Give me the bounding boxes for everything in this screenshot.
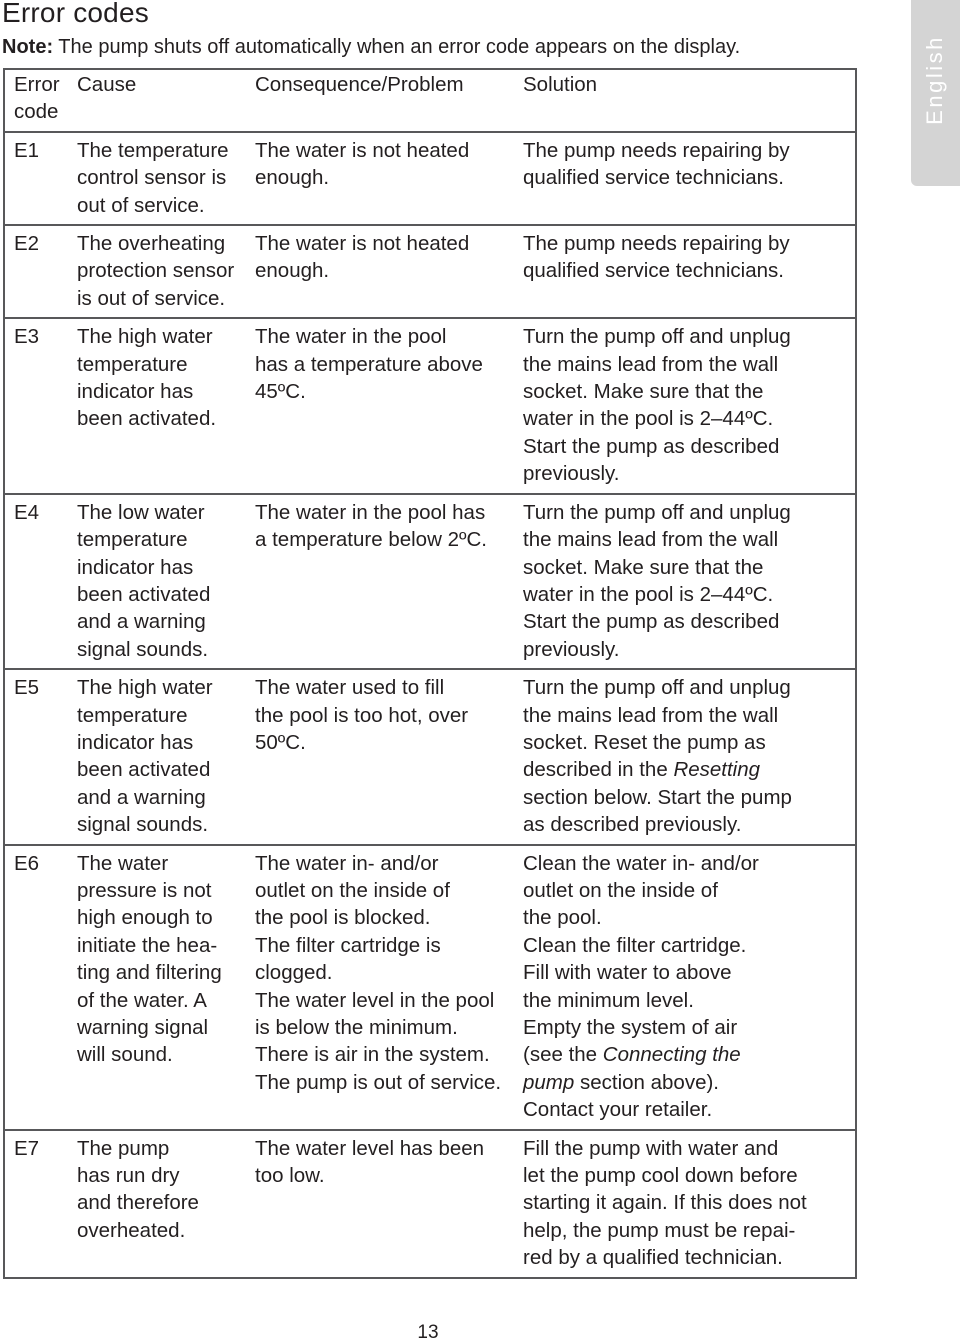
- consequence: The water is not heated enough.: [255, 138, 470, 190]
- consequence: The water in the pool has a temperature above 45ºC.: [255, 325, 483, 404]
- error-code: E3: [14, 325, 40, 349]
- table-header-row: [4, 69, 856, 132]
- error-code: E5: [14, 676, 40, 700]
- consequence: The water is not heated enough.: [255, 232, 470, 283]
- cause: The low water temperature indicator has been activated and a warning signal sounds.: [77, 500, 211, 661]
- table-row-e2: [4, 225, 856, 318]
- page-title: Error codes: [2, 0, 149, 28]
- page-number: 13: [417, 1322, 439, 1343]
- solution-text: section above). Contact your retailer.: [523, 1070, 720, 1122]
- error-code: E6: [14, 851, 40, 875]
- solution: Turn the pump off and unplug the mains lead from the wall socket. Make sure that the water in the pool is 2–44ºC. Start the pump as described previously.: [523, 325, 791, 486]
- error-code: E2: [14, 232, 40, 256]
- note-label: Note:: [2, 36, 54, 58]
- solution: Fill the pump with water and let the pump cool down before starting it again. If this does not help, the pump must be repai- red by a qualified technician.: [523, 1136, 807, 1270]
- language-tab-label: English: [922, 35, 947, 125]
- solution-text: Turn the pump off and unplug the mains lead from the wall socket. Reset the pump as described in the: [523, 676, 791, 782]
- error-code: E4: [14, 500, 40, 524]
- table-row-e1: [4, 132, 856, 225]
- solution: [514, 669, 856, 844]
- solution-text: Clean the water in- and/or outlet on the inside of the pool. Clean the filter cartridge. Fill with water to above the minimum level. Empty the system of air (see the: [523, 851, 759, 1067]
- solution: [514, 845, 856, 1130]
- solution: The pump needs repairing by qualified service technicians.: [523, 232, 790, 283]
- consequence: The water used to fill the pool is too hot, over 50ºC.: [255, 676, 469, 754]
- consequence: The water in the pool has a temperature below 2ºC.: [255, 500, 487, 552]
- table-row-e3: [4, 318, 856, 493]
- header-error-code: Error code: [14, 73, 60, 124]
- table-row-e5: [4, 669, 856, 844]
- table-row-e6: [4, 845, 856, 1130]
- cause: The overheating protection sensor is out of service.: [77, 232, 235, 310]
- solution: The pump needs repairing by qualified service technicians.: [523, 138, 790, 190]
- solution-text: section below. Start the pump as described previously.: [523, 785, 792, 837]
- section-reference: Resetting: [673, 758, 761, 782]
- cause: The high water temperature indicator has been activated.: [77, 325, 217, 431]
- error-code: E7: [14, 1136, 40, 1160]
- cause: The water pressure is not high enough to initiate the hea- ting and filtering of the water. A warning signal will sound.: [77, 851, 222, 1067]
- header-cause: Cause: [77, 73, 137, 96]
- note-text: The pump shuts off automatically when an error code appears on the display.: [53, 36, 741, 58]
- table-row-e7: [4, 1130, 856, 1278]
- cause: The temperature control sensor is out of service.: [77, 138, 229, 217]
- cause: The high water temperature indicator has been activated and a warning signal sounds.: [77, 676, 213, 837]
- section-reference: Connecting the pump: [523, 1043, 741, 1094]
- error-codes-table: [3, 68, 857, 1279]
- cause: The pump has run dry and therefore overheated.: [77, 1136, 199, 1242]
- solution: Turn the pump off and unplug the mains lead from the wall socket. Make sure that the water in the pool is 2–44ºC. Start the pump as described previously.: [523, 500, 791, 661]
- table-row-e4: [4, 494, 856, 669]
- header-solution: Solution: [523, 73, 598, 96]
- note: [2, 35, 740, 59]
- error-code: E1: [14, 138, 40, 162]
- consequence: The water in- and/or outlet on the inside of the pool is blocked. The filter cartridge is clogged. The water level in the pool is below the minimum. There is air in the system. The pump is out of service.: [255, 851, 502, 1094]
- consequence: The water level has been too low.: [255, 1136, 485, 1188]
- header-consequence: Consequence/Problem: [255, 73, 464, 96]
